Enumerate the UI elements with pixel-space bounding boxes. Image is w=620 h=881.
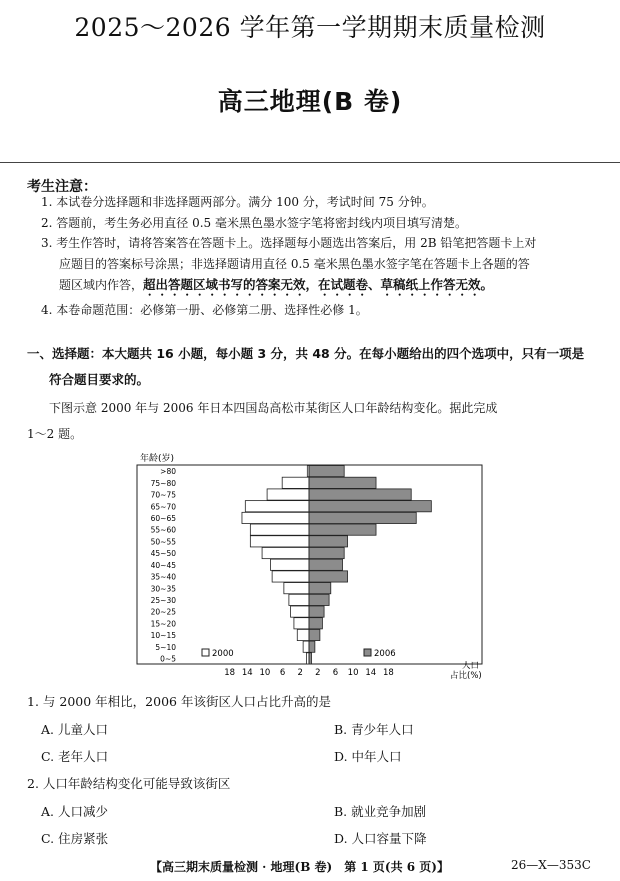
bar-2000 <box>297 629 309 640</box>
question-1-option-c[interactable]: C. 老年人口 <box>41 749 109 764</box>
legend-swatch-2006 <box>364 649 371 656</box>
bar-2006 <box>309 594 329 605</box>
bar-2006 <box>309 606 324 617</box>
bar-2000 <box>272 571 309 582</box>
legend-label-2006: 2006 <box>374 649 396 659</box>
bar-2000 <box>284 583 309 594</box>
header-divider <box>0 162 620 163</box>
age-group-label: 65~70 <box>150 502 176 512</box>
age-group-label: 0~5 <box>160 654 176 664</box>
bar-2000 <box>303 641 309 652</box>
bar-2006 <box>309 466 344 477</box>
x-tick-label: 6 <box>279 668 286 678</box>
bar-2000 <box>250 536 309 547</box>
bar-2006 <box>309 618 322 629</box>
population-pyramid-chart <box>120 448 490 688</box>
exam-title: 2025～2026 学年第一学期期末质量检测 <box>74 13 546 42</box>
bar-2006 <box>309 512 416 523</box>
age-group-label: 20~25 <box>150 607 176 617</box>
x-tick-label: 10 <box>259 668 271 678</box>
age-group-label: >80 <box>160 467 176 477</box>
bar-2006 <box>309 501 431 512</box>
chart-xlabel-unit: 占比(%) <box>450 671 482 681</box>
section1-heading-cont: 符合题目要求的。 <box>49 372 150 387</box>
bar-2000 <box>250 524 309 535</box>
notice-item-4: 4. 本卷命题范围：必修第一册、必修第二册、选择性必修 1。 <box>41 303 368 317</box>
age-group-label: 35~40 <box>150 572 176 582</box>
age-group-label: 25~30 <box>150 595 176 605</box>
question-2-option-d[interactable]: D. 人口容量下降 <box>334 831 427 846</box>
x-tick-label: 2 <box>315 668 321 678</box>
notice-item-3-tail: 题区域内作答， <box>59 278 144 292</box>
notice-item-1: 1. 本试卷分选择题和非选择题两部分。满分 100 分，考试时间 75 分钟。 <box>41 195 434 209</box>
x-tick-label: 18 <box>224 668 236 678</box>
question-1-option-b[interactable]: B. 青少年人口 <box>334 722 414 737</box>
question-1-stem: 1. 与 2000 年相比，2006 年该街区人口占比升高的是 <box>27 694 331 709</box>
age-group-label: 60~65 <box>150 514 176 524</box>
notice-item-3-cont2 <box>59 276 493 299</box>
bar-2000 <box>262 547 309 558</box>
question-1-option-d[interactable]: D. 中年人口 <box>334 749 402 764</box>
age-group-label: 40~45 <box>150 560 176 570</box>
age-group-label: 30~35 <box>150 584 176 594</box>
x-tick-label: 2 <box>297 668 303 678</box>
age-group-label: 70~75 <box>150 490 176 500</box>
bar-2006 <box>309 559 343 570</box>
bar-2006 <box>309 583 331 594</box>
question-1-option-a[interactable]: A. 儿童人口 <box>41 722 108 737</box>
bar-2006 <box>309 629 320 640</box>
chart-ylabel: 年龄(岁) <box>140 454 175 464</box>
bar-2000 <box>242 512 309 523</box>
bar-2000 <box>291 606 309 617</box>
question-2-option-a[interactable]: A. 人口减少 <box>41 804 108 819</box>
exam-subtitle: 高三地理(B 卷) <box>217 87 403 116</box>
age-group-label: 75~80 <box>150 478 176 488</box>
bar-2006 <box>309 524 376 535</box>
bar-2000 <box>294 618 309 629</box>
x-tick-label: 18 <box>382 668 394 678</box>
section1-heading: 一、选择题：本大题共 16 小题，每小题 3 分，共 48 分。在每小题给出的四个选项中，只有一项是 <box>27 346 585 361</box>
age-group-label: 15~20 <box>150 619 176 629</box>
legend-swatch-2000 <box>202 649 209 656</box>
bar-2006 <box>309 571 348 582</box>
bar-2006 <box>309 536 348 547</box>
x-tick-label: 14 <box>241 668 253 678</box>
notice-item-3-cont: 应题目的答案标号涂黑；非选择题请用直径 0.5 毫米黑色墨水签字笔在答题卡上各题的答 <box>59 257 530 271</box>
bar-2000 <box>245 501 309 512</box>
notice-item-2: 2. 答题前，考生务必用直径 0.5 毫米黑色墨水签字笔将密封线内项目填写清楚。 <box>41 216 467 230</box>
bar-2006 <box>309 489 411 500</box>
question-2-stem: 2. 人口年龄结构变化可能导致该街区 <box>27 776 231 791</box>
x-tick-label: 6 <box>332 668 339 678</box>
paper-code: 26—X—353C <box>511 858 591 872</box>
x-tick-label: 14 <box>365 668 377 678</box>
bar-2006 <box>309 547 344 558</box>
age-group-label: 10~15 <box>150 631 176 641</box>
age-group-label: 50~55 <box>150 537 176 547</box>
chart-xlabel: 人口 <box>462 661 480 671</box>
question-2-option-c[interactable]: C. 住房紧张 <box>41 831 109 846</box>
age-group-label: 5~10 <box>155 642 176 652</box>
bar-2006 <box>309 641 315 652</box>
age-group-label: 45~50 <box>150 549 176 559</box>
notice-heading: 考生注意： <box>27 179 97 195</box>
notice-emphasis: 超出答题区域书写的答案无效，在试题卷、草稿纸上作答无效。 <box>143 277 494 292</box>
legend-label-2000: 2000 <box>212 649 234 659</box>
age-group-label: 55~60 <box>150 525 176 535</box>
bar-2000 <box>267 489 309 500</box>
notice-item-3: 3. 考生作答时，请将答案答在答题卡上。选择题每小题选出答案后，用 2B 铅笔把答题卡上对 <box>41 236 537 250</box>
page-footer: 【高三期末质量检测 · 地理(B 卷) 第 1 页(共 6 页)】 <box>150 860 449 874</box>
intro-text-cont: 1～2 题。 <box>27 427 83 441</box>
intro-text: 下图示意 2000 年与 2006 年日本四国岛高松市某街区人口年龄结构变化。据此完成 <box>49 401 498 415</box>
bar-2006 <box>309 477 376 488</box>
bar-2000 <box>270 559 309 570</box>
bar-2000 <box>289 594 309 605</box>
x-tick-label: 10 <box>347 668 359 678</box>
question-2-option-b[interactable]: B. 就业竞争加剧 <box>334 804 427 819</box>
bar-2000 <box>282 477 309 488</box>
